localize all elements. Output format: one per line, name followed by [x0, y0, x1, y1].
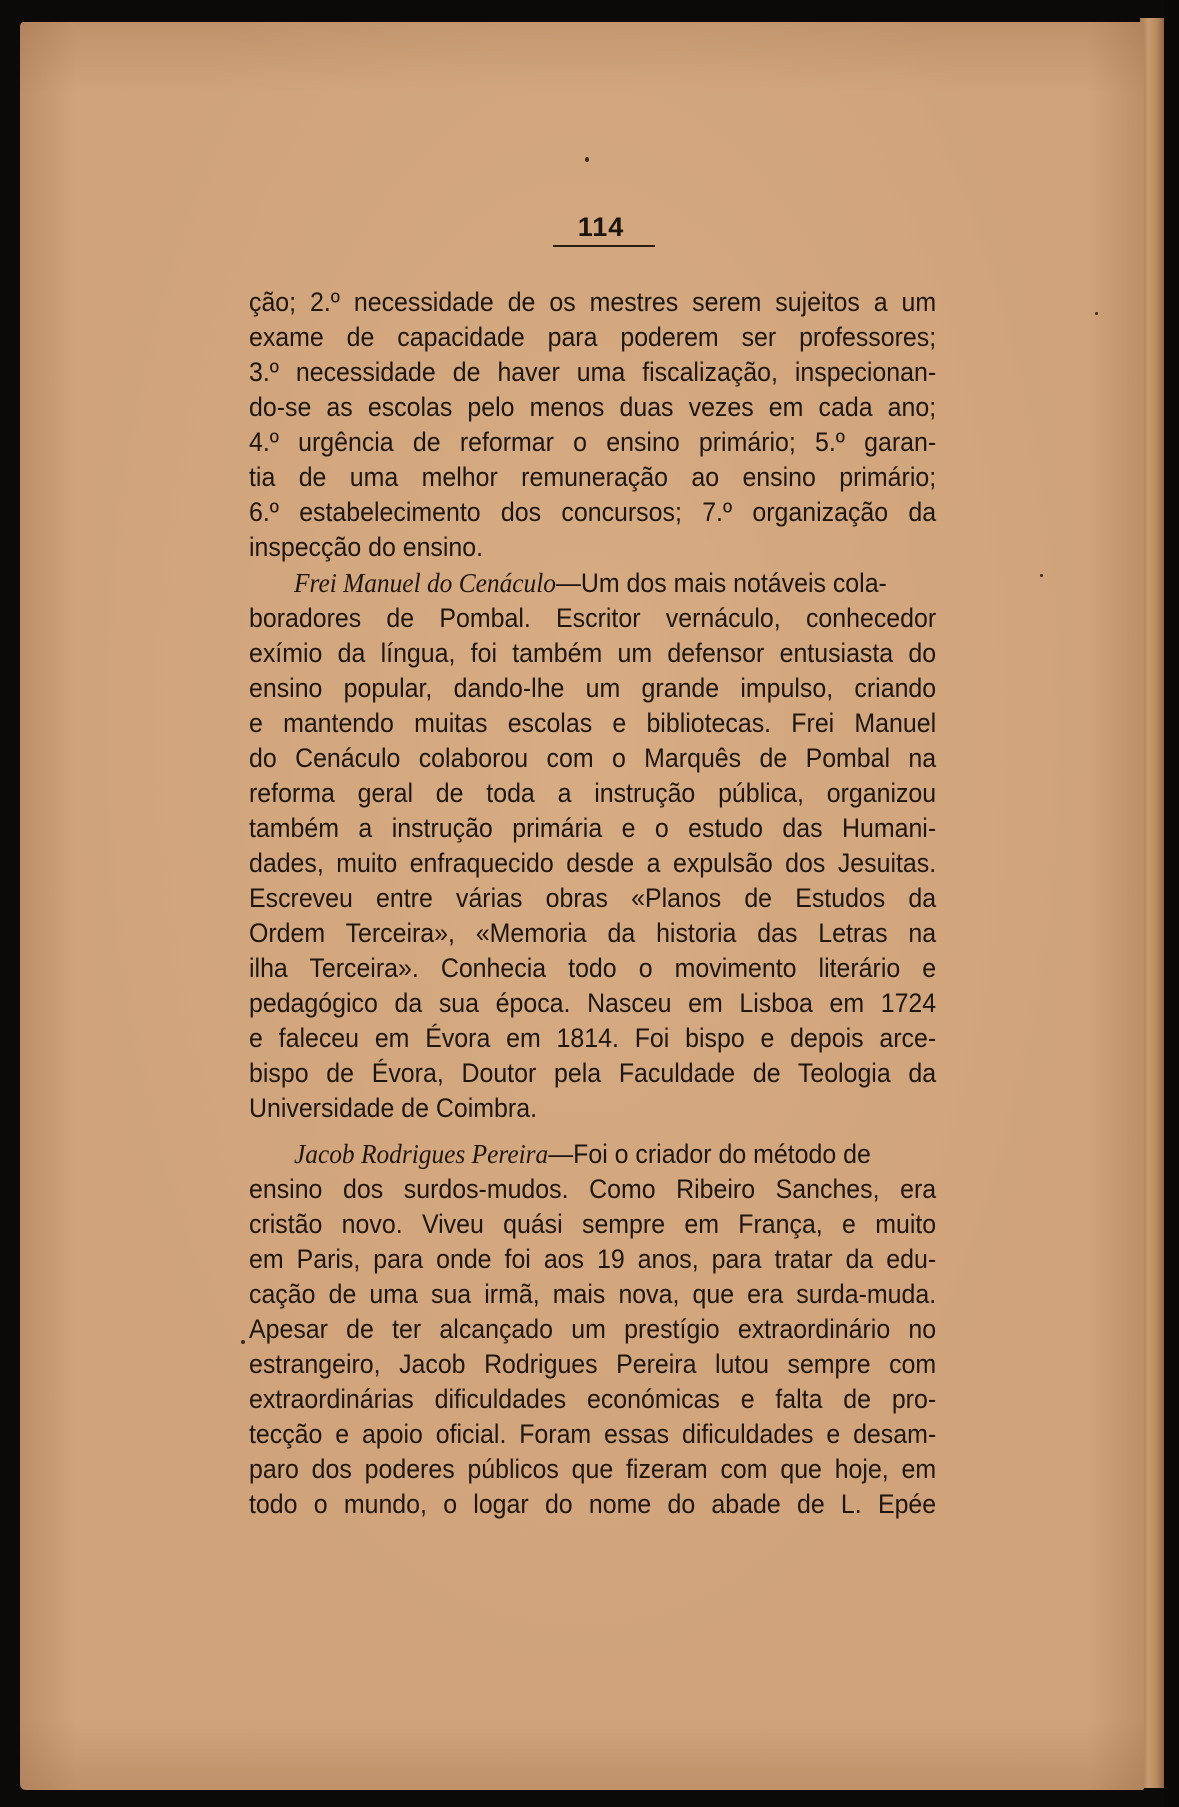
text-line: bispo de Évora, Doutor pela Faculdade de Teologia da	[249, 1058, 937, 1088]
text-line: Escreveu entre várias obras «Planos de Estudos da	[249, 883, 937, 913]
paper-speck	[241, 1340, 245, 1344]
text-line: Apesar de ter alcançado um prestígio extraordinário no	[249, 1314, 937, 1344]
paragraph-first-line	[294, 1137, 871, 1171]
page-number-rule	[553, 245, 655, 247]
paper-speck	[1040, 574, 1043, 577]
text-line: extraordinárias dificuldades económicas e falta de pro-	[249, 1384, 937, 1414]
entry-heading-frei-manuel: Frei Manuel do Cenáculo	[294, 568, 556, 598]
text-line: estrangeiro, Jacob Rodrigues Pereira lutou sempre com	[249, 1349, 937, 1379]
text-line: paro dos poderes públicos que fizeram com que hoje, em	[249, 1454, 937, 1484]
text-line: tia de uma melhor remuneração ao ensino primário;	[249, 462, 937, 492]
text-line: ção; 2.º necessidade de os mestres serem sujeitos a um	[249, 287, 937, 317]
text-line: cristão novo. Viveu quási sempre em França, e muito	[249, 1209, 937, 1239]
text-line: reforma geral de toda a instrução pública, organizou	[249, 778, 937, 808]
binding-shadow	[1164, 0, 1179, 1807]
text-line: do Cenáculo colaborou com o Marquês de Pombal na	[249, 743, 937, 773]
entry-heading-jacob-rodrigues: Jacob Rodrigues Pereira	[294, 1139, 549, 1169]
text-line: Universidade de Coimbra.	[249, 1093, 537, 1123]
text-line: do-se as escolas pelo menos duas vezes em cada ano;	[249, 392, 937, 422]
text-line: exame de capacidade para poderem ser professores;	[249, 322, 937, 352]
paper-speck	[1095, 312, 1098, 315]
text-line: também a instrução primária e o estudo das Humani-	[249, 813, 937, 843]
page-number: 114	[577, 212, 625, 242]
text-line: ensino dos surdos-mudos. Como Ribeiro Sanches, era	[249, 1174, 937, 1204]
entry-lead-text: —Um dos mais notáveis cola-	[555, 568, 887, 598]
text-line: em Paris, para onde foi aos 19 anos, para tratar da edu-	[249, 1244, 937, 1274]
text-line: dades, muito enfraquecido desde a expulsão dos Jesuitas.	[249, 848, 937, 878]
entry-lead-text: —Foi o criador do método de	[548, 1139, 871, 1169]
text-line: boradores de Pombal. Escritor vernáculo, conhecedor	[249, 603, 937, 633]
text-line: ilha Terceira». Conhecia todo o movimento literário e	[249, 953, 937, 983]
paragraph-first-line	[294, 566, 887, 600]
text-line: e faleceu em Évora em 1814. Foi bispo e depois arce-	[249, 1023, 937, 1053]
text-line: e mantendo muitas escolas e bibliotecas. Frei Manuel	[249, 708, 937, 738]
text-line: todo o mundo, o logar do nome do abade de L. Epée	[249, 1489, 937, 1519]
text-line: exímio da língua, foi também um defensor entusiasta do	[249, 638, 937, 668]
paper-speck	[585, 157, 589, 162]
text-line: tecção e apoio oficial. Foram essas dificuldades e desam-	[249, 1419, 937, 1449]
text-line: Ordem Terceira», «Memoria da historia das Letras na	[249, 918, 937, 948]
text-line: 6.º estabelecimento dos concursos; 7.º organização da	[249, 497, 937, 527]
text-line: ensino popular, dando-lhe um grande impulso, criando	[249, 673, 937, 703]
text-line: pedagógico da sua época. Nasceu em Lisboa em 1724	[249, 988, 937, 1018]
text-line: 3.º necessidade de haver uma fiscalização, inspecionan-	[249, 357, 937, 387]
text-line: cação de uma sua irmã, mais nova, que era surda-muda.	[249, 1279, 937, 1309]
text-line: inspecção do ensino.	[249, 532, 484, 562]
text-line: 4.º urgência de reformar o ensino primário; 5.º garan-	[249, 427, 937, 457]
